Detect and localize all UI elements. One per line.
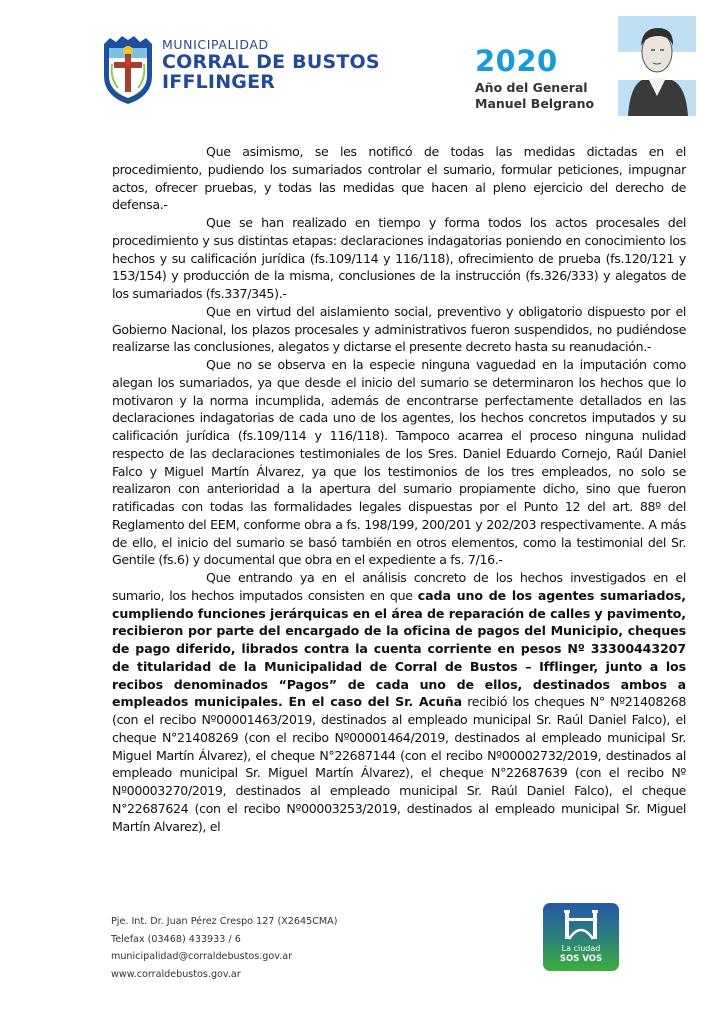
paragraph [112, 569, 686, 835]
belgrano-portrait-icon [618, 16, 696, 116]
footer-email[interactable]: municipalidad@corraldebustos.gov.ar [111, 951, 293, 962]
paragraph [112, 303, 686, 356]
footer-website[interactable]: www.corraldebustos.gov.ar [111, 968, 241, 980]
year-motto-line1: Año del General [475, 80, 588, 95]
paragraph-text: Que en virtud del aislamiento social, preventivo y obligatorio dispuesto por el Gobierno Nacional, los plazos procesales y administrativos fueron suspendidos, no pudiéndose realizarse las conclusiones, alegatos y dictarse el presente decreto hasta su reanudación.- [112, 303, 686, 355]
municipality-logo [100, 34, 390, 112]
paragraph-bold-text: cada uno de los agentes sumariados, cumpliendo funciones jerárquicas en el área de reparación de calles y pavimento, recibieron por parte del encargado de la oficina de pagos del Municipio, cheques de pago diferido, librados contra la cuenta corriente en pesos Nº 33300443207 de titularidad de la Municipalidad de Corral de Bustos – Ifflinger, junto a los recibos denominados “Pagos” de cada uno de ellos, destinados ambos a empleados municipales. En el caso del Sr. Acuña [112, 587, 686, 710]
badge-line1: La ciudad [561, 944, 601, 953]
paragraph [112, 214, 686, 303]
paragraph-text: recibió los cheques N° Nº21408268 (con el recibo Nº00001463/2019, destinados al empleado municipal Sr. Raúl Daniel Falco), el cheque N°21408269 (con el recibo Nº00001464/2019, destinados al empleado municipal Sr. Miguel Martín Álvarez), el cheque N°22687144 (con el recibo Nº00002732/2019, destinados al empleado municipal Sr. Miguel Martín Álvarez), el cheque N°22687639 (con el recibo Nº Nº00003270/2019, destinados al empleado municipal Sr. Raúl Daniel Falco), el cheque N°22687624 (con el recibo Nº00003253/2019, destinados al empleado municipal Sr. Miguel Martín Alvarez), el [112, 694, 686, 834]
municipal-crest-icon [100, 34, 156, 106]
bridge-arch-icon [543, 903, 619, 943]
year-banner [470, 12, 700, 142]
footer-address: Pje. Int. Dr. Juan Pérez Crespo 127 (X2645CMA) [111, 916, 338, 927]
year-motto-line2: Manuel Belgrano [475, 96, 595, 111]
paragraph-text: Que entrando ya en el análisis concreto de los hechos investigados en el sumario, los hechos imputados consisten en que [112, 570, 686, 603]
paragraph-text: Que asimismo, se les notificó de todas las medidas dictadas en el procedimiento, pudiendo los sumariados controlar el sumario, formular peticiones, impugnar actos, ofrecer pruebas, y todas las medidas que hacen al pleno ejercicio del derecho de defensa.- [112, 144, 686, 213]
year-title: 2020 [475, 44, 558, 78]
municipality-name-line1: CORRAL DE BUSTOS [162, 51, 380, 73]
paragraph [112, 143, 686, 214]
la-ciudad-sos-vos-badge [543, 903, 619, 971]
municipality-name-line2: IFFLINGER [162, 71, 276, 93]
badge-line2: SOS VOS [559, 954, 603, 964]
municipality-label: MUNICIPALIDAD [162, 37, 269, 52]
paragraph [112, 356, 686, 569]
document-body [112, 143, 686, 835]
footer-contact [111, 913, 337, 983]
paragraph-text: Que no se observa en la especie ninguna vaguedad en la imputación como alegan los sumariados, ya que desde el inicio del sumario se determinaron los hechos que lo motivaron y la norma incumplida, además de encontrarse perfectamente detallados en las declaraciones indagatorias de cada uno de los agentes, los hechos concretos imputados y su calificación jurídica (fs.109/114 y 116/118). Tampoco acarrea el proceso ninguna nulidad respecto de las declaraciones testimoniales de los Sres. Daniel Eduardo Cornejo, Raúl Daniel Falco y Miguel Martín Álvarez, ya que los testimonios de los tres empleados, no solo se realizaron con anterioridad a la apertura del sumario propiamente dicho, sino que fueron ratificadas con todas las formalidades legales dispuestas por el Punto 12 del art. 88º del Reglamento del EEM, conforme obra a fs. 198/199, 200/201 y 202/203 respectivamente. A más de ello, el inicio del sumario se basó también en otros elementos, como la testimonial del Sr. Gentile (fs.6) y documental que obra en el expediente a fs. 7/16.- [112, 357, 686, 568]
footer-phone: Telefax (03468) 433933 / 6 [111, 933, 241, 945]
paragraph-text: Que se han realizado en tiempo y forma todos los actos procesales del procedimiento y sus distintas etapas: declaraciones indagatorias poniendo en conocimiento los hechos y su calificación jurídica (fs.109/114 y 116/118), ofrecimiento de prueba (fs.120/121 y 153/154) y producción de la misma, conclusiones de la instrucción (fs.326/333) y alegatos de los sumariados (fs.337/345).- [112, 215, 686, 301]
